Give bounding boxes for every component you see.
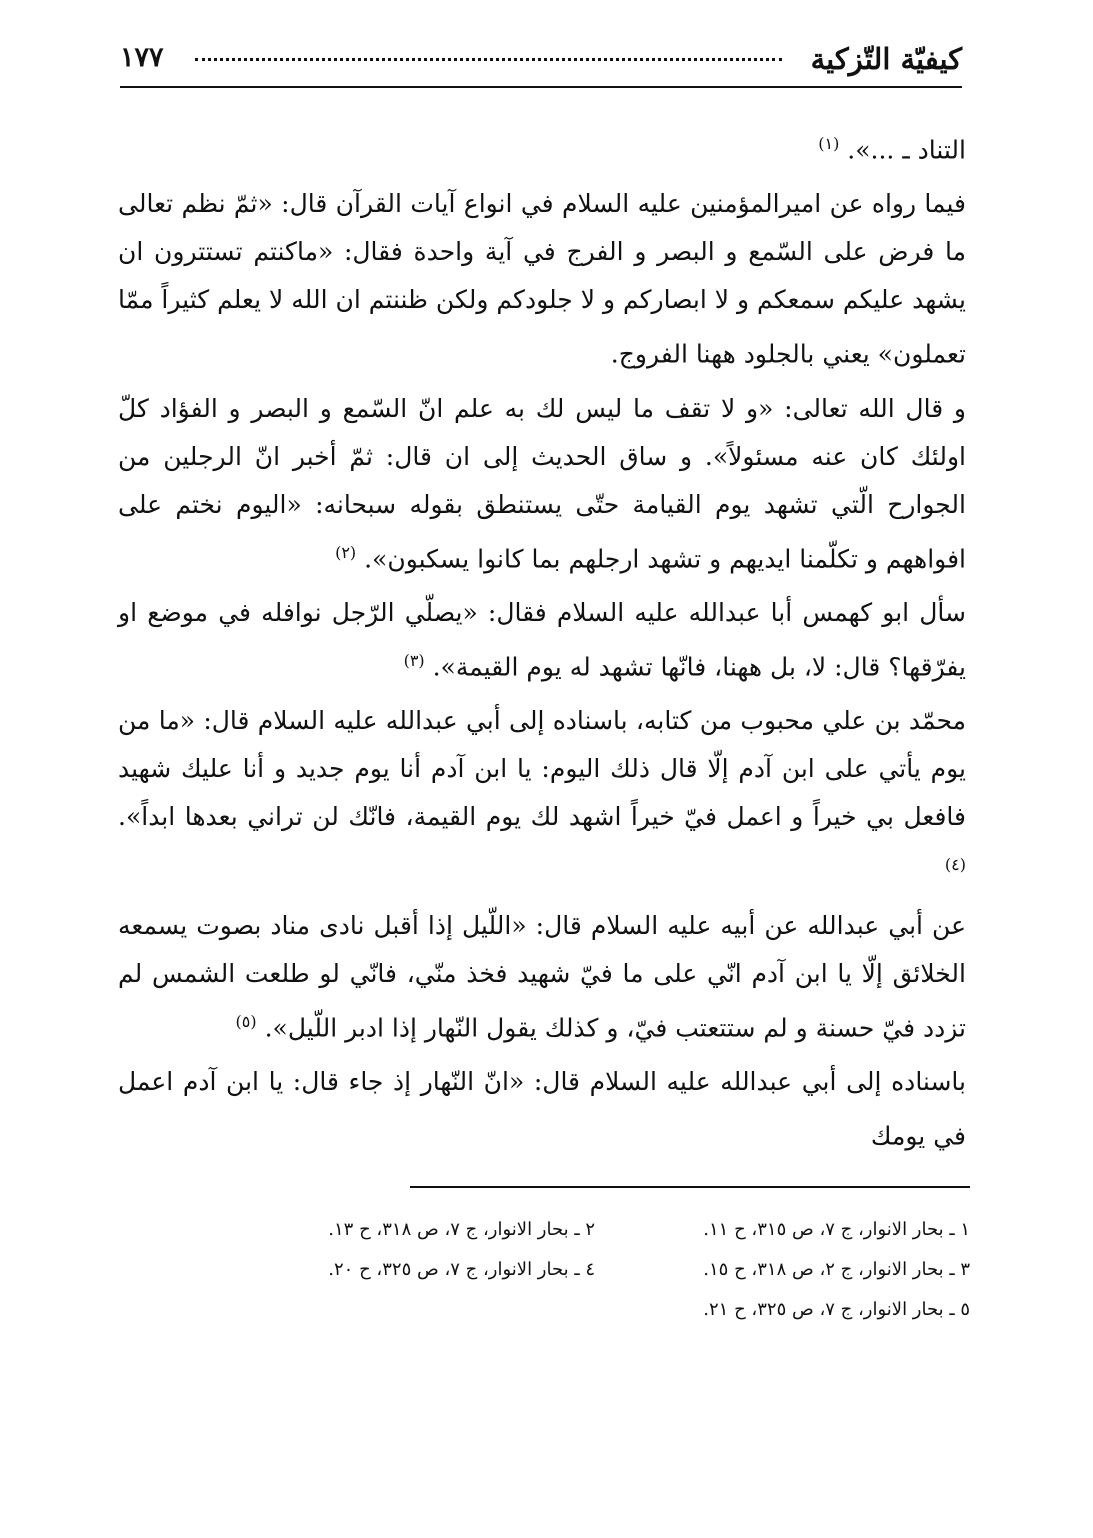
- paragraph: و قال الله تعالى: «و لا تقف ما ليس لك به علم انّ السّمع و البصر و الفؤاد كلّ اولئك كان عنه مسئولاً». و ساق الحديث إلى ان قال: ثمّ أخبر انّ الرجلين من الجوارح الّتي تشهد يوم القيامة حتّى يستنطق بقوله سبحانه: «اليوم نختم على افواههم و تكلّمنا ايديهم و تشهد ارجلهم بما كانوا يسكبون». $^{(٢)}$: [118, 393, 966, 573]
- paragraph: عن أبي عبدالله عن أبيه عليه السلام قال: «اللّيل إذا أقبل نادى مناد بصوت يسمعه الخلائق إلّا يا ابن آدم انّي على ما فيّ شهيد فخذ منّي، فانّي لو طلعت الشمس لم تزدد فيّ حسنة و لم ستتعتب فيّ، و كذلك يقول النّهار إذا ادبر اللّيل». $^{(٥)}$: [118, 910, 966, 1042]
- footnote: ٣ ـ بحار الانوار، ج ٢، ص ٣١٨، ح ١٥.: [703, 1259, 970, 1280]
- running-header: [120, 38, 962, 88]
- paragraph: فيما رواه عن اميرالمؤمنين عليه السلام في انواع آيات القرآن قال: «ثمّ نظم تعالى ما فرض على السّمع و البصر و الفرج في آية واحدة فقال: «ماكنتم تستترون ان يشهد عليكم سمعكم و لا ابصاركم و لا جلودكم ولكن ظننتم ان الله لا يعلم كثيراً ممّا تعملون» يعني بالجلود ههنا الفروج.: [118, 189, 966, 369]
- footnote: ٤ ـ بحار الانوار، ج ٧، ص ٣٢٥، ح ٢٠.: [328, 1259, 595, 1280]
- chapter-title: كيفيّة التّزكية: [810, 42, 962, 76]
- paragraph: سأل ابو كهمس أبا عبدالله عليه السلام فقال: «يصلّي الرّجل نوافله في موضع او يفرّقها؟ قال: لا، بل ههنا، فانّها تشهد له يوم القيمة». $^{(٣)}$: [118, 597, 966, 682]
- header-leader-dots: [195, 58, 782, 61]
- footnote-separator: [410, 1186, 970, 1188]
- footnote-ref: (٢): [335, 542, 357, 562]
- footnote-row: [220, 1210, 970, 1250]
- paragraph: التناد ـ ...». $^{(١)}$: [818, 134, 966, 165]
- footnote: ٥ ـ بحار الانوار، ج ٧، ص ٣٢٥، ح ٢١.: [703, 1299, 970, 1320]
- footnotes: [220, 1210, 970, 1330]
- footnote-ref: (٥): [235, 1011, 257, 1031]
- page-number: ۱۷۷: [120, 42, 164, 73]
- main-text: [118, 120, 966, 1166]
- footnote-ref: (٣): [403, 650, 425, 670]
- footnote-ref: (٤): [944, 855, 966, 875]
- footnote-ref: (١): [818, 134, 840, 153]
- footnote-row: [220, 1250, 970, 1290]
- paragraph: محمّد بن علي محبوب من كتابه، باسناده إلى أبي عبدالله عليه السلام قال: «ما من يوم يأتي على ابن آدم إلّا قال ذلك اليوم: يا ابن آدم أنا يوم جديد و أنا عليك شهيد فافعل بي خيراً و اعمل فيّ خيراً اشهد لك يوم القيمة، فانّك لن تراني بعدها ابداً». $^{(٤)}$: [118, 706, 966, 875]
- paragraph: باسناده إلى أبي عبدالله عليه السلام قال: «انّ النّهار إذ جاء قال: يا ابن آدم اعمل في يومك: [118, 1066, 966, 1151]
- footnote: ٢ ـ بحار الانوار، ج ٧، ص ٣١٨، ح ١٣.: [328, 1219, 595, 1240]
- footnote: ١ ـ بحار الانوار، ج ٧، ص ٣١٥، ح ١١.: [703, 1219, 970, 1240]
- footnote: [220, 1290, 595, 1330]
- footnote-row: [220, 1290, 970, 1330]
